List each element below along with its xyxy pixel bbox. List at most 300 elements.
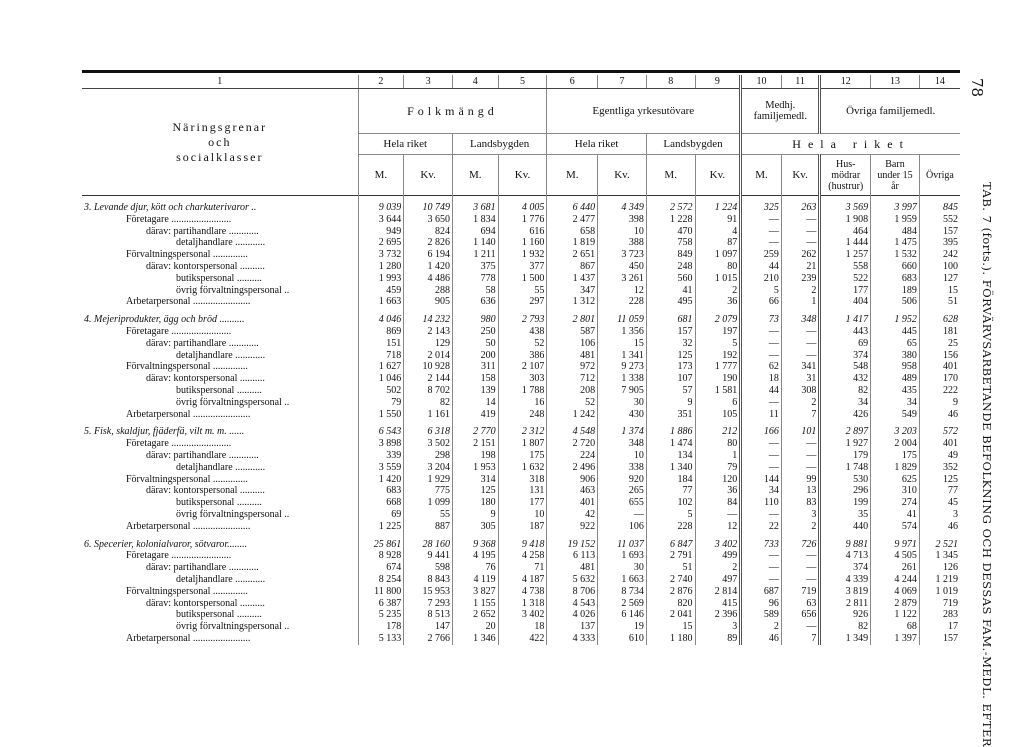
cell-col-3: 887 xyxy=(404,521,453,533)
cell-col-12: 2 811 xyxy=(820,598,871,610)
cell-col-11: 656 xyxy=(781,609,820,621)
cell-col-2: 6 387 xyxy=(358,598,404,610)
cell-col-2: 668 xyxy=(358,497,404,509)
cell-col-12: 1 349 xyxy=(820,633,871,645)
cell-col-9: 3 402 xyxy=(695,533,741,551)
cell-col-3: 288 xyxy=(404,285,453,297)
cell-col-5: 71 xyxy=(498,562,547,574)
cell-col-6: 106 xyxy=(547,338,598,350)
table-row xyxy=(82,249,960,261)
cell-col-9: 91 xyxy=(695,214,741,226)
cell-col-11: 2 xyxy=(781,285,820,297)
col-kv-4: Kv. xyxy=(695,155,741,196)
cell-col-6: 1 242 xyxy=(547,409,598,421)
table-row xyxy=(82,521,960,533)
cell-col-10: 259 xyxy=(741,249,782,261)
cell-col-11: 7 xyxy=(781,633,820,645)
cell-col-2: 1 627 xyxy=(358,361,404,373)
cell-col-4: 311 xyxy=(452,361,498,373)
col-kv-2: Kv. xyxy=(498,155,547,196)
cell-col-2: 683 xyxy=(358,485,404,497)
cell-col-7: 1 338 xyxy=(598,373,647,385)
cell-col-7: 12 xyxy=(598,285,647,297)
cell-col-11: — xyxy=(781,438,820,450)
cell-col-14: 1 219 xyxy=(919,574,960,586)
row-header-line-3: socialklasser xyxy=(176,149,264,164)
cell-col-8: 125 xyxy=(646,350,695,362)
cell-col-12: 296 xyxy=(820,485,871,497)
cell-col-3: 598 xyxy=(404,562,453,574)
cell-col-11: 3 xyxy=(781,509,820,521)
cell-col-14: 49 xyxy=(919,450,960,462)
cell-col-9: 2 xyxy=(695,562,741,574)
cell-col-10: 166 xyxy=(741,420,782,438)
cell-col-14: 3 xyxy=(919,509,960,521)
cell-col-11: — xyxy=(781,237,820,249)
table-row xyxy=(82,409,960,421)
cell-col-4: 4 119 xyxy=(452,574,498,586)
cell-col-13: 1 397 xyxy=(871,633,920,645)
cell-col-12: 199 xyxy=(820,497,871,509)
cell-col-7: 398 xyxy=(598,214,647,226)
cell-col-8: 77 xyxy=(646,485,695,497)
cell-col-9: 212 xyxy=(695,420,741,438)
cell-col-2: 459 xyxy=(358,285,404,297)
cell-col-6: 8 706 xyxy=(547,586,598,598)
folk-hela-riket-header: Hela riket xyxy=(358,134,452,155)
cell-col-14: 401 xyxy=(919,438,960,450)
cell-col-11: 2 xyxy=(781,397,820,409)
cell-col-14: 181 xyxy=(919,326,960,338)
cell-col-4: 125 xyxy=(452,485,498,497)
cell-col-10: — xyxy=(741,462,782,474)
cell-col-4: 158 xyxy=(452,373,498,385)
cell-col-6: 224 xyxy=(547,450,598,462)
cell-col-8: 102 xyxy=(646,497,695,509)
cell-col-12: 404 xyxy=(820,296,871,308)
row-label: Företagare ........................ xyxy=(126,325,232,337)
cell-col-2: 79 xyxy=(358,397,404,409)
cell-col-8: 41 xyxy=(646,285,695,297)
cell-col-6: 712 xyxy=(547,373,598,385)
cell-col-4: 58 xyxy=(452,285,498,297)
cell-col-10: 5 xyxy=(741,285,782,297)
cell-col-13: 261 xyxy=(871,562,920,574)
cell-col-4: 76 xyxy=(452,562,498,574)
cell-col-12: 522 xyxy=(820,273,871,285)
cell-col-7: 450 xyxy=(598,261,647,273)
cell-col-3: 2 826 xyxy=(404,237,453,249)
cell-col-3: 4 486 xyxy=(404,273,453,285)
cell-col-13: 4 244 xyxy=(871,574,920,586)
column-number-2: 2 xyxy=(358,75,404,89)
cell-col-3: 6 194 xyxy=(404,249,453,261)
cell-col-14: 719 xyxy=(919,598,960,610)
cell-col-10: 733 xyxy=(741,533,782,551)
table-row xyxy=(82,450,960,462)
cell-col-7: 106 xyxy=(598,521,647,533)
cell-col-8: 495 xyxy=(646,296,695,308)
cell-col-8: 9 xyxy=(646,397,695,409)
cell-col-6: 972 xyxy=(547,361,598,373)
cell-col-6: 208 xyxy=(547,385,598,397)
cell-col-10: 687 xyxy=(741,586,782,598)
cell-col-5: 4 738 xyxy=(498,586,547,598)
cell-col-13: 310 xyxy=(871,485,920,497)
table-body xyxy=(82,196,960,645)
cell-col-6: 481 xyxy=(547,562,598,574)
cell-col-14: 395 xyxy=(919,237,960,249)
cell-col-10: 62 xyxy=(741,361,782,373)
table-row xyxy=(82,338,960,350)
cell-col-6: 658 xyxy=(547,226,598,238)
cell-col-5: 4 258 xyxy=(498,550,547,562)
row-label: detaljhandlare ............ xyxy=(176,461,266,473)
cell-col-6: 463 xyxy=(547,485,598,497)
cell-col-5: 4 187 xyxy=(498,574,547,586)
cell-col-11: 726 xyxy=(781,533,820,551)
cell-col-10: — xyxy=(741,574,782,586)
cell-col-9: 79 xyxy=(695,462,741,474)
cell-col-6: 4 548 xyxy=(547,420,598,438)
cell-col-5: 318 xyxy=(498,474,547,486)
cell-col-6: 5 632 xyxy=(547,574,598,586)
cell-col-6: 401 xyxy=(547,497,598,509)
table-row xyxy=(82,214,960,226)
cell-col-4: 1 140 xyxy=(452,237,498,249)
cell-col-14: 1 345 xyxy=(919,550,960,562)
cell-col-14: 2 521 xyxy=(919,533,960,551)
cell-col-7: 388 xyxy=(598,237,647,249)
cell-col-3: 1 099 xyxy=(404,497,453,509)
column-number-1: 1 xyxy=(82,75,358,89)
cell-col-7: 3 261 xyxy=(598,273,647,285)
cell-col-14: 45 xyxy=(919,497,960,509)
cell-col-2: 151 xyxy=(358,338,404,350)
col-barn: Barn under 15 år xyxy=(871,155,920,196)
cell-col-11: — xyxy=(781,574,820,586)
cell-col-2: 1 993 xyxy=(358,273,404,285)
cell-col-12: 440 xyxy=(820,521,871,533)
cell-col-14: 572 xyxy=(919,420,960,438)
cell-col-13: 189 xyxy=(871,285,920,297)
hela-riket-spaced-header: Hela riket xyxy=(741,134,960,155)
column-number-14: 14 xyxy=(919,75,960,89)
cell-col-14: 845 xyxy=(919,196,960,214)
cell-col-8: 1 228 xyxy=(646,214,695,226)
cell-col-13: 549 xyxy=(871,409,920,421)
cell-col-8: 1 886 xyxy=(646,420,695,438)
cell-col-10: 210 xyxy=(741,273,782,285)
cell-col-11: 719 xyxy=(781,586,820,598)
cell-col-7: 7 905 xyxy=(598,385,647,397)
cell-col-12: 548 xyxy=(820,361,871,373)
cell-col-11: 83 xyxy=(781,497,820,509)
cell-col-13: 274 xyxy=(871,497,920,509)
cell-col-5: 422 xyxy=(498,633,547,645)
cell-col-5: 2 107 xyxy=(498,361,547,373)
cell-col-8: 157 xyxy=(646,326,695,338)
cell-col-14: 127 xyxy=(919,273,960,285)
cell-col-5: 377 xyxy=(498,261,547,273)
cell-col-3: 1 929 xyxy=(404,474,453,486)
cell-col-4: 50 xyxy=(452,338,498,350)
cell-col-2: 869 xyxy=(358,326,404,338)
column-number-6: 6 xyxy=(547,75,598,89)
cell-col-11: 308 xyxy=(781,385,820,397)
table-row xyxy=(82,373,960,385)
cell-col-6: 4 333 xyxy=(547,633,598,645)
egen-landsbygden-header: Landsbygden xyxy=(646,134,740,155)
cell-col-8: 351 xyxy=(646,409,695,421)
cell-col-11: 13 xyxy=(781,485,820,497)
cell-col-14: 170 xyxy=(919,373,960,385)
cell-col-12: 926 xyxy=(820,609,871,621)
cell-col-3: 7 293 xyxy=(404,598,453,610)
cell-col-3: 824 xyxy=(404,226,453,238)
cell-col-5: 297 xyxy=(498,296,547,308)
cell-col-8: 228 xyxy=(646,521,695,533)
cell-col-13: 1 959 xyxy=(871,214,920,226)
cell-col-8: 758 xyxy=(646,237,695,249)
cell-col-8: 107 xyxy=(646,373,695,385)
cell-col-7: 655 xyxy=(598,497,647,509)
cell-col-13: 660 xyxy=(871,261,920,273)
table-row xyxy=(82,361,960,373)
cell-col-3: 775 xyxy=(404,485,453,497)
cell-col-9: 89 xyxy=(695,633,741,645)
cell-col-3: 55 xyxy=(404,509,453,521)
cell-col-3: 3 204 xyxy=(404,462,453,474)
cell-col-10: 73 xyxy=(741,308,782,326)
cell-col-11: — xyxy=(781,562,820,574)
cell-col-12: 426 xyxy=(820,409,871,421)
cell-col-10: 110 xyxy=(741,497,782,509)
cell-col-13: 41 xyxy=(871,509,920,521)
cell-col-5: 1 500 xyxy=(498,273,547,285)
cell-col-5: 3 402 xyxy=(498,609,547,621)
cell-col-2: 1 550 xyxy=(358,409,404,421)
row-label: Företagare ........................ xyxy=(126,550,232,562)
cell-col-9: 1 224 xyxy=(695,196,741,214)
table-row xyxy=(82,462,960,474)
cell-col-2: 25 861 xyxy=(358,533,404,551)
cell-col-6: 6 440 xyxy=(547,196,598,214)
cell-col-8: 134 xyxy=(646,450,695,462)
table-row xyxy=(82,261,960,273)
cell-col-7: 8 734 xyxy=(598,586,647,598)
cell-col-9: 12 xyxy=(695,521,741,533)
cell-col-9: 197 xyxy=(695,326,741,338)
cell-col-5: 1 160 xyxy=(498,237,547,249)
row-label: detaljhandlare ............ xyxy=(176,237,266,249)
cell-col-4: 14 xyxy=(452,397,498,409)
cell-col-11: 239 xyxy=(781,273,820,285)
cell-col-3: 8 702 xyxy=(404,385,453,397)
cell-col-8: 2 740 xyxy=(646,574,695,586)
cell-col-8: 6 847 xyxy=(646,533,695,551)
cell-col-14: 126 xyxy=(919,562,960,574)
cell-col-6: 2 651 xyxy=(547,249,598,261)
cell-col-12: 1 417 xyxy=(820,308,871,326)
cell-col-14: 552 xyxy=(919,214,960,226)
table-row xyxy=(82,497,960,509)
cell-col-4: 2 652 xyxy=(452,609,498,621)
cell-col-6: 52 xyxy=(547,397,598,409)
cell-col-12: 69 xyxy=(820,338,871,350)
cell-col-10: 34 xyxy=(741,485,782,497)
cell-col-9: 497 xyxy=(695,574,741,586)
cell-col-7: 1 356 xyxy=(598,326,647,338)
cell-col-2: 949 xyxy=(358,226,404,238)
cell-col-11: — xyxy=(781,326,820,338)
cell-col-11: — xyxy=(781,214,820,226)
row-label: butikspersonal .......... xyxy=(176,272,262,284)
table-row xyxy=(82,562,960,574)
cell-col-3: 147 xyxy=(404,621,453,633)
cell-col-12: 3 569 xyxy=(820,196,871,214)
cell-col-14: 156 xyxy=(919,350,960,362)
cell-col-10: — xyxy=(741,350,782,362)
cell-col-9: 2 xyxy=(695,285,741,297)
row-label: detaljhandlare ............ xyxy=(176,573,266,585)
cell-col-8: 1 474 xyxy=(646,438,695,450)
cell-col-3: 8 843 xyxy=(404,574,453,586)
cell-col-14: 77 xyxy=(919,485,960,497)
cell-col-3: 10 928 xyxy=(404,361,453,373)
cell-col-8: 248 xyxy=(646,261,695,273)
cell-col-11: — xyxy=(781,338,820,350)
cell-col-11: — xyxy=(781,462,820,474)
cell-col-13: 2 004 xyxy=(871,438,920,450)
statistics-table-wrapper xyxy=(82,70,960,645)
column-number-9: 9 xyxy=(695,75,741,89)
cell-col-6: 481 xyxy=(547,350,598,362)
cell-col-3: 28 160 xyxy=(404,533,453,551)
page-number: 78 xyxy=(968,78,986,98)
cell-col-7: 1 374 xyxy=(598,420,647,438)
cell-col-14: 51 xyxy=(919,296,960,308)
group-row xyxy=(82,196,960,214)
cell-col-12: 1 927 xyxy=(820,438,871,450)
cell-col-5: 10 xyxy=(498,509,547,521)
table-row xyxy=(82,438,960,450)
col-kv-1: Kv. xyxy=(404,155,453,196)
col-kv-5: Kv. xyxy=(781,155,820,196)
cell-col-13: 484 xyxy=(871,226,920,238)
cell-col-11: 348 xyxy=(781,308,820,326)
cell-col-2: 502 xyxy=(358,385,404,397)
cell-col-13: 1 122 xyxy=(871,609,920,621)
col-husmodrar: Hus-mödrar (hustrur) xyxy=(820,155,871,196)
cell-col-5: 2 312 xyxy=(498,420,547,438)
cell-col-2: 1 280 xyxy=(358,261,404,273)
cell-col-3: 10 749 xyxy=(404,196,453,214)
cell-col-9: 5 xyxy=(695,338,741,350)
cell-col-13: 68 xyxy=(871,621,920,633)
cell-col-6: 906 xyxy=(547,474,598,486)
table-row xyxy=(82,574,960,586)
cell-col-5: 175 xyxy=(498,450,547,462)
cell-col-14: 46 xyxy=(919,409,960,421)
cell-col-12: 35 xyxy=(820,509,871,521)
cell-col-6: 347 xyxy=(547,285,598,297)
cell-col-9: 1 581 xyxy=(695,385,741,397)
cell-col-3: 2 766 xyxy=(404,633,453,645)
cell-col-11: 7 xyxy=(781,409,820,421)
cell-col-5: 1 807 xyxy=(498,438,547,450)
cell-col-5: 177 xyxy=(498,497,547,509)
cell-col-5: 248 xyxy=(498,409,547,421)
cell-col-9: 6 xyxy=(695,397,741,409)
cell-col-11: 63 xyxy=(781,598,820,610)
row-label: Arbetarpersonal ....................... xyxy=(126,632,251,644)
col-kv-3: Kv. xyxy=(598,155,647,196)
cell-col-10: 46 xyxy=(741,633,782,645)
cell-col-7: 1 663 xyxy=(598,574,647,586)
cell-col-3: 6 318 xyxy=(404,420,453,438)
cell-col-13: 958 xyxy=(871,361,920,373)
cell-col-3: 298 xyxy=(404,450,453,462)
cell-col-4: 778 xyxy=(452,273,498,285)
cell-col-12: 530 xyxy=(820,474,871,486)
cell-col-7: 265 xyxy=(598,485,647,497)
cell-col-11: — xyxy=(781,226,820,238)
cell-col-10: — xyxy=(741,226,782,238)
cell-col-12: 34 xyxy=(820,397,871,409)
table-row xyxy=(82,350,960,362)
cell-col-9: — xyxy=(695,509,741,521)
cell-col-4: 636 xyxy=(452,296,498,308)
cell-col-4: 20 xyxy=(452,621,498,633)
cell-col-5: 1 632 xyxy=(498,462,547,474)
cell-col-4: 200 xyxy=(452,350,498,362)
table-row xyxy=(82,586,960,598)
cell-col-4: 1 834 xyxy=(452,214,498,226)
cell-col-3: 1 161 xyxy=(404,409,453,421)
row-label: Arbetarpersonal ....................... xyxy=(126,520,251,532)
cell-col-14: 17 xyxy=(919,621,960,633)
egentliga-header: Egentliga yrkesutövare xyxy=(547,89,741,134)
row-label: Förvaltningspersonal .............. xyxy=(126,249,248,261)
cell-col-4: 2 770 xyxy=(452,420,498,438)
cell-col-7: 9 273 xyxy=(598,361,647,373)
cell-col-14: 1 019 xyxy=(919,586,960,598)
row-label: därav: partihandlare ............ xyxy=(146,225,259,237)
cell-col-11: — xyxy=(781,621,820,633)
col-m-3: M. xyxy=(547,155,598,196)
cell-col-2: 2 695 xyxy=(358,237,404,249)
cell-col-7: — xyxy=(598,509,647,521)
folk-landsbygden-header: Landsbygden xyxy=(452,134,546,155)
row-label: övrig förvaltningspersonal .. xyxy=(176,621,290,633)
cell-col-7: 1 341 xyxy=(598,350,647,362)
cell-col-11: 101 xyxy=(781,420,820,438)
cell-col-10: 11 xyxy=(741,409,782,421)
column-number-7: 7 xyxy=(598,75,647,89)
cell-col-10: — xyxy=(741,509,782,521)
cell-col-11: 21 xyxy=(781,261,820,273)
cell-col-5: 616 xyxy=(498,226,547,238)
cell-col-5: 16 xyxy=(498,397,547,409)
cell-col-5: 52 xyxy=(498,338,547,350)
cell-col-14: 222 xyxy=(919,385,960,397)
cell-col-6: 1 437 xyxy=(547,273,598,285)
cell-col-8: 2 791 xyxy=(646,550,695,562)
column-number-row xyxy=(82,75,960,89)
cell-col-13: 1 475 xyxy=(871,237,920,249)
cell-col-10: — xyxy=(741,237,782,249)
